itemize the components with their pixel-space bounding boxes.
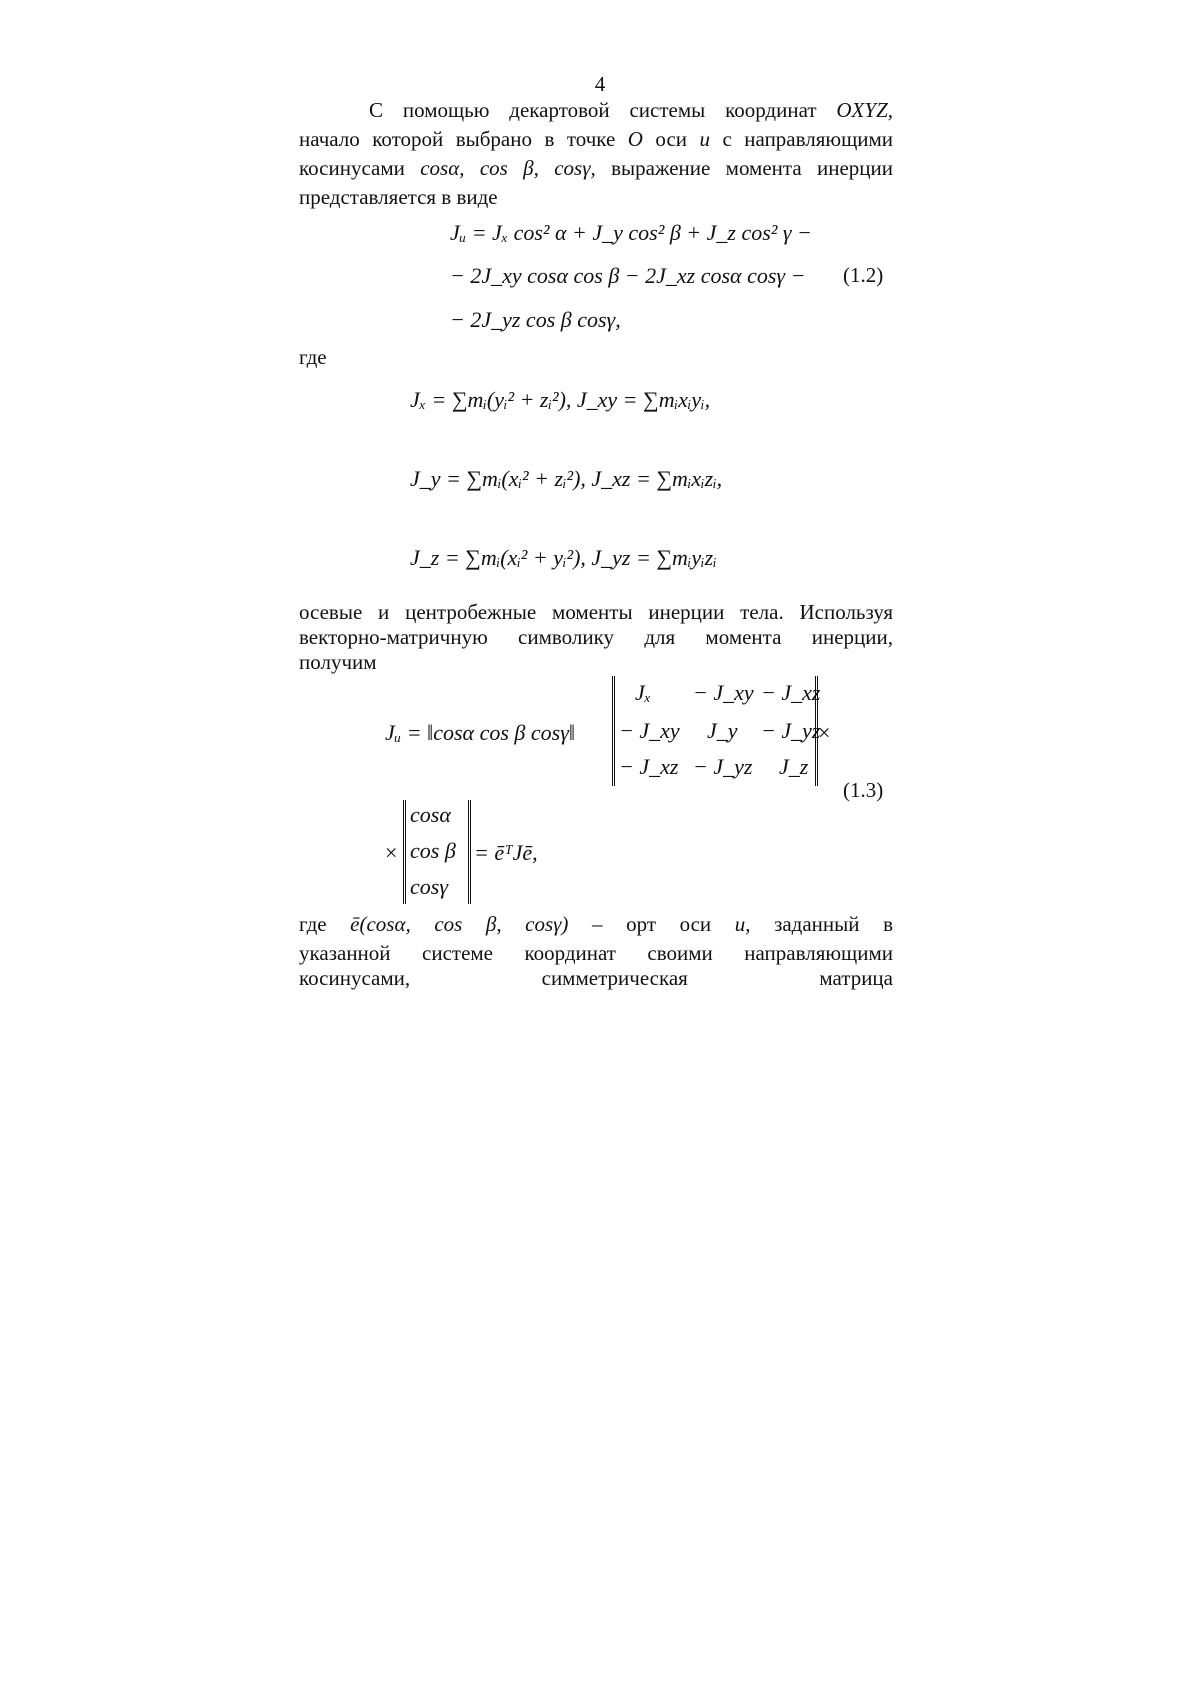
para3-line1 [299, 912, 893, 937]
para3-line3: косинусами, симметрическая матрица [299, 966, 893, 990]
axis-u: u, [734, 912, 751, 936]
inertia-matrix [612, 676, 821, 786]
eq12-number: (1.2) [843, 263, 884, 287]
matrix-cell: J_z [779, 754, 809, 779]
moments-row3: J_z = ∑mᵢ(xᵢ² + yᵢ²), J_yz = ∑mᵢyᵢzᵢ [410, 545, 717, 570]
para1-line3 [299, 156, 893, 181]
eq13-lhs: Jᵤ = ‖cosα cos β cosγ‖ [385, 720, 576, 745]
matrix-cell: Jₓ [635, 680, 652, 705]
matrix-cell: − J_xz [761, 680, 821, 705]
para1-text: косинусами [299, 156, 405, 180]
para1-text: выражение момента инерции [611, 156, 893, 180]
matrix-cell: − J_xy [693, 680, 754, 705]
eq12-line3: − 2J_yz cos β cosγ, [450, 307, 621, 332]
vector-cell: cos β [410, 838, 456, 863]
para1-text: с направляющими [722, 127, 894, 151]
para2-line1: осевые и центробежные моменты инерции тела. Используя [299, 600, 893, 624]
system-name: OXYZ, [836, 98, 893, 122]
para2-line3: получим [299, 650, 377, 674]
page-number: 4 [594, 72, 606, 96]
para3-text: – орт оси [592, 912, 712, 936]
times-sign: × [818, 720, 831, 745]
para3-text: где [299, 912, 327, 936]
times-sign: × [385, 840, 398, 865]
point-O: O [627, 127, 643, 151]
unit-vector: ē(cosα, cos β, cosγ) [350, 912, 569, 936]
eq13-number: (1.3) [843, 778, 884, 802]
eq13-rhs: = ēᵀJē, [474, 840, 538, 865]
para2-line2: векторно-матричную символику для момента инерции, [299, 625, 893, 649]
matrix-cell: − J_yz [761, 718, 821, 743]
para3-line2: указанной системе координат своими направляющими [299, 941, 893, 965]
matrix-cell: − J_xy [619, 718, 680, 743]
eq12-line1: Jᵤ = Jₓ cos² α + J_y cos² β + J_z cos² γ − [450, 220, 812, 245]
para1-text: оси [655, 127, 688, 151]
direction-cosines: cosα, cos β, cosγ, [420, 156, 596, 180]
vector-cell: cosγ [410, 874, 448, 899]
direction-vector [403, 800, 471, 904]
para1-line1 [299, 98, 893, 123]
para1-text: С помощью декартовой системы координат [369, 98, 817, 122]
para1-text: начало которой выбрано в точке [299, 127, 616, 151]
matrix-cell: − J_xz [619, 754, 679, 779]
matrix-cell: − J_yz [693, 754, 753, 779]
where-label: где [299, 345, 327, 369]
axis-u: u [699, 127, 710, 151]
moments-row1: Jₓ = ∑mᵢ(yᵢ² + zᵢ²), J_xy = ∑mᵢxᵢyᵢ, [410, 387, 711, 412]
matrix-cell: J_y [707, 718, 738, 743]
vector-cell: cosα [410, 802, 451, 827]
eq12-line2: − 2J_xy cosα cos β − 2J_xz cosα cosγ − [450, 263, 806, 288]
para3-text: заданный в [774, 912, 894, 936]
moments-row2: J_y = ∑mᵢ(xᵢ² + zᵢ²), J_xz = ∑mᵢxᵢzᵢ, [410, 466, 723, 491]
para1-line4: представляется в виде [299, 185, 498, 209]
para1-line2 [299, 127, 893, 152]
